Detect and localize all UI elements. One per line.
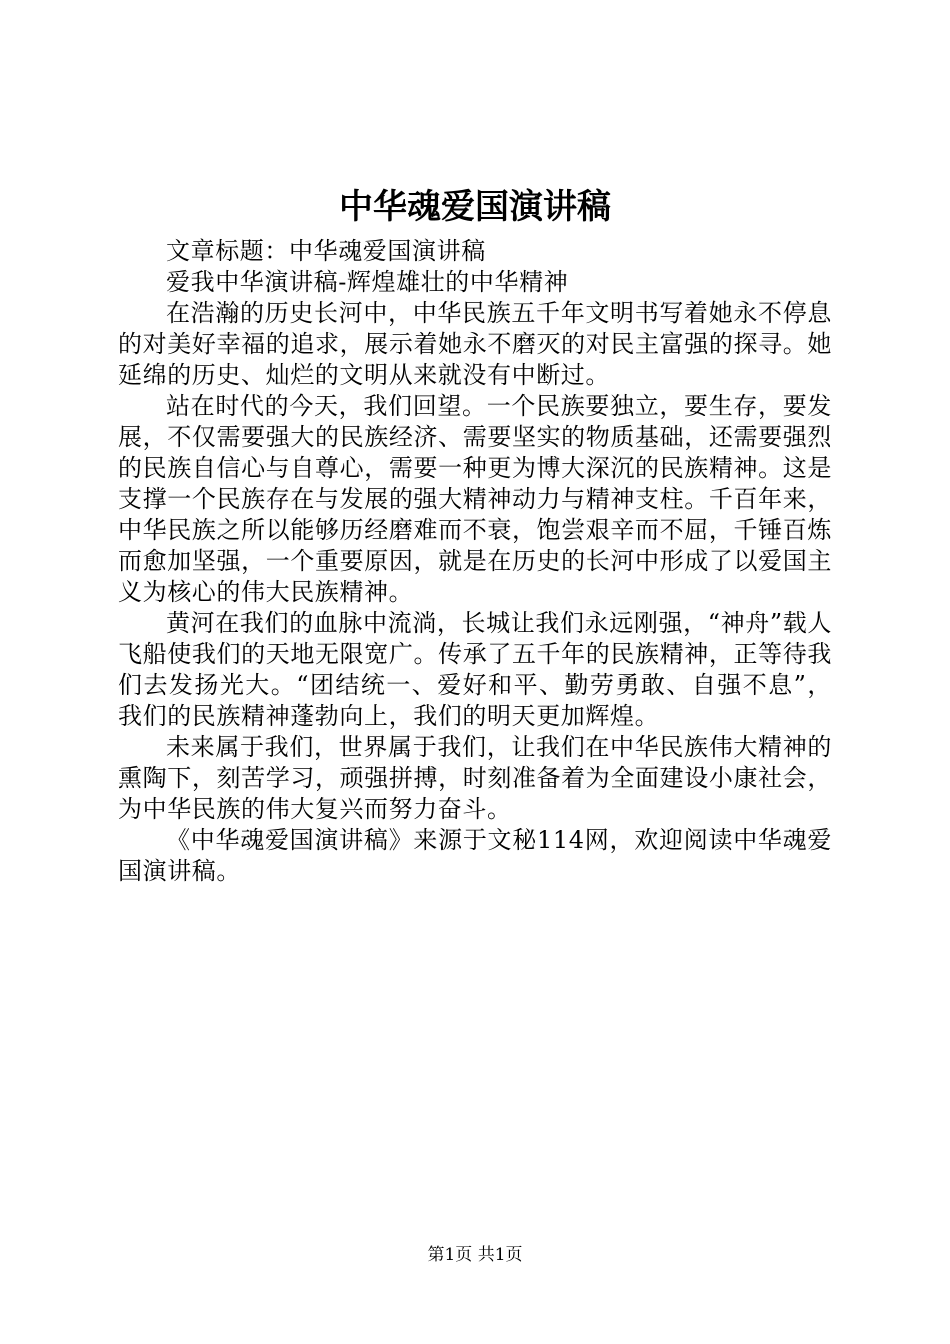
paragraph-source: 《中华魂爱国演讲稿》来源于文秘114网，欢迎阅读中华魂爱国演讲稿。 — [118, 826, 832, 885]
paragraph-subtitle: 爱我中华演讲稿-辉煌雄壮的中华精神 — [166, 268, 569, 296]
paragraph-article-title: 文章标题：中华魂爱国演讲稿 — [166, 237, 486, 265]
paragraph-4: 未来属于我们，世界属于我们，让我们在中华民族伟大精神的熏陶下，刻苦学习，顽强拼搏，时刻准备着为全面建设小康社会，为中华民族的伟大复兴而努力奋斗。 — [118, 733, 832, 823]
paragraph-3: 黄河在我们的血脉中流淌，长城让我们永远刚强，“神舟”载人飞船使我们的天地无限宽广。传承了五千年的民族精神，正等待我们去发扬光大。“团结统一、爱好和平、勤劳勇敢、自强不息”，我们的民族精神蓬勃向上，我们的明天更加辉煌。 — [118, 609, 832, 730]
paragraph-2: 站在时代的今天，我们回望。一个民族要独立，要生存，要发展，不仅需要强大的民族经济、需要坚实的物质基础，还需要强烈的民族自信心与自尊心，需要一种更为博大深沉的民族精神。这是支撑一个民族存在与发展的强大精神动力与精神支柱。千百年来，中华民族之所以能够历经磨难而不衰，饱尝艰辛而不屈，千锤百炼而愈加坚强，一个重要原因，就是在历史的长河中形成了以爱国主义为核心的伟大民族精神。 — [118, 392, 832, 606]
document-body — [118, 236, 832, 887]
page-title: 中华魂爱国演讲稿 — [339, 187, 611, 227]
page-footer: 第1页 共1页 — [427, 1245, 523, 1265]
paragraph-1: 在浩瀚的历史长河中，中华民族五千年文明书写着她永不停息的对美好幸福的追求，展示着她永不磨灭的对民主富强的探寻。她延绵的历史、灿烂的文明从来就没有中断过。 — [118, 299, 832, 389]
